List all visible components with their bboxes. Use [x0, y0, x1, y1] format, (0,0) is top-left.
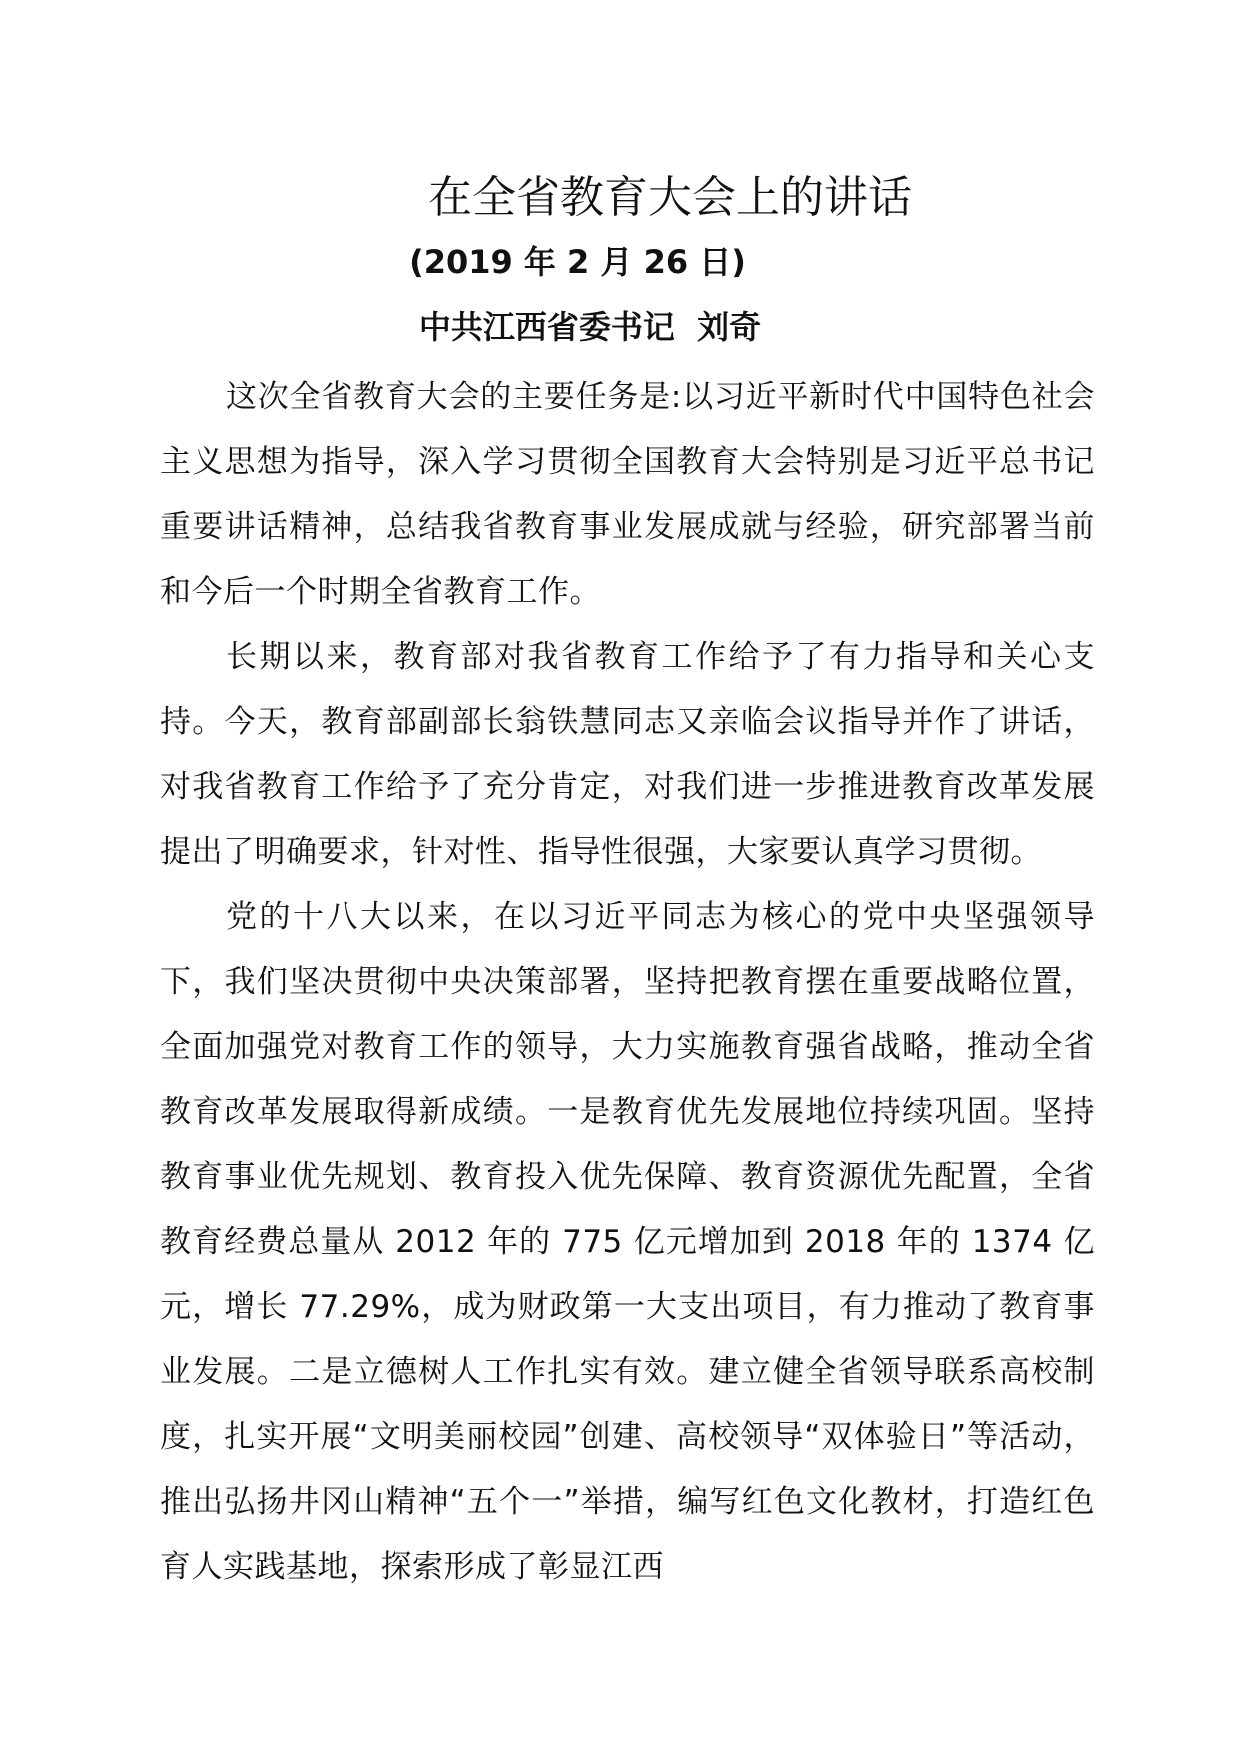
- document-title: 在全省教育大会上的讲话: [428, 172, 912, 223]
- paragraph-2: 长期以来，教育部对我省教育工作给予了有力指导和关心支持。今天，教育部副部长翁铁慧同志又亲临会议指导并作了讲话，对我省教育工作给予了充分肯定，对我们进一步推进教育改革发展提出了明确要求，针对性、指导性很强，大家要认真学习贯彻。: [160, 639, 1095, 870]
- paragraph-1: 这次全省教育大会的主要任务是:以习近平新时代中国特色社会主义思想为指导，深入学习贯彻全国教育大会特别是习近平总书记重要讲话精神，总结我省教育事业发展成就与经验，研究部署当前和今后一个时期全省教育工作。: [160, 379, 1095, 610]
- speech-date: (2019 年 2 月 26 日): [409, 243, 746, 281]
- paragraph-3: 党的十八大以来，在以习近平同志为核心的党中央坚强领导下，我们坚决贯彻中央决策部署，坚持把教育摆在重要战略位置，全面加强党对教育工作的领导，大力实施教育强省战略，推动全省教育改革发展取得新成绩。一是教育优先发展地位持续巩固。坚持教育事业优先规划、教育投入优先保障、教育资源优先配置，全省教育经费总量从 2012 年的 775 亿元增加到 2018 年的 1374 亿元，增长 77.29%，成为财政第一大支出项目，有力推动了教育事业发展。二是立德树人工作扎实有效。建立健全省领导联系高校制度，扎实开展“文明美丽校园”创建、高校领导“双体验日”等活动，推出弘扬井冈山精神“五个一”举措，编写红色文化教材，打造红色育人实践基地，探索形成了彰显江西: [160, 899, 1095, 1585]
- speech-body: [160, 365, 1095, 1600]
- speaker-line: 中共江西省委书记 刘奇: [418, 308, 762, 346]
